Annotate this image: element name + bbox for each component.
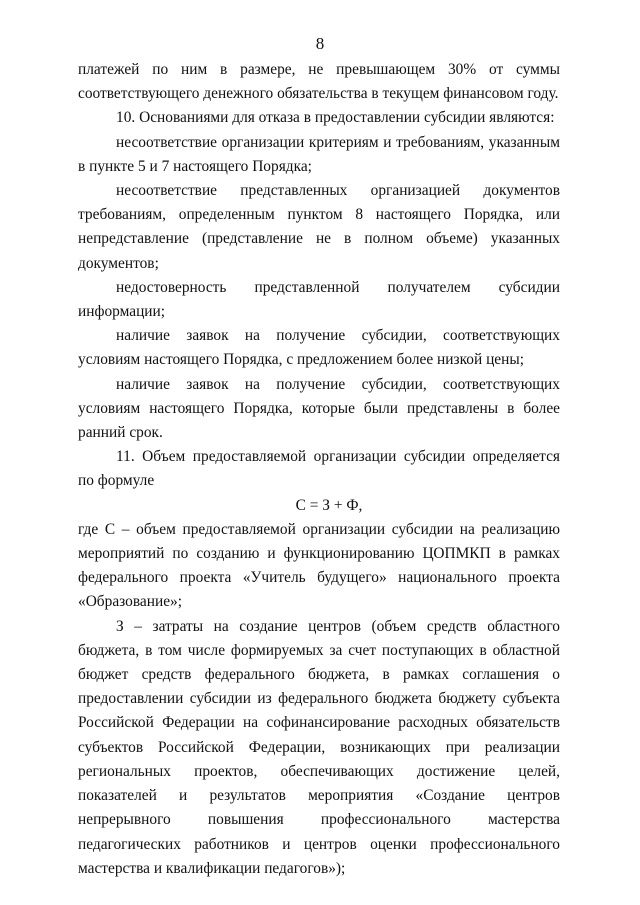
paragraph-earlier-bids: наличие заявок на получение субсидии, соответствующих условиям настоящего Порядка, которые были представлены в более ранний срок. (78, 375, 560, 442)
paragraph-lower-price-bids: наличие заявок на получение субсидии, соответствующих условиям настоящего Порядка, с предложением более низкой цены; (78, 327, 560, 369)
paragraph-info-unreliable: недостоверность представленной получателем субсидии информации; (78, 278, 560, 321)
paragraph-documents-mismatch: несоответствие представленных организацией документов требованиям, определенным пунктом 8 настоящего Порядка, или непредставление (представление не в полном объеме) указанных документов; (78, 182, 560, 272)
paragraph-c-definition: где С – объем предоставляемой организации субсидии на реализацию мероприятий по созданию и функционированию ЦОПМКП в рамках федерального проекта «Учитель будущего» национального проекта «Образование»; (78, 520, 560, 611)
paragraph-criteria-mismatch: несоответствие организации критериям и требованиям, указанным в пункте 5 и 7 настоящего Порядка; (78, 133, 560, 175)
paragraph-z-definition: З – затраты на создание центров (объем средств областного бюджета, в том числе формируемых за счет поступающих в областной бюджет средств федерального бюджета, в рамках соглашения о предоставлении субсидии из федерального бюджета бюджету субъекта Российской Федерации на софинансирование расходных обязательств субъектов Российской Федерации, возникающих при реализации региональных проектов, обеспечивающих достижение целей, показателей и результатов мероприятия «Создание центров непрерывного повышения профессионального мастерства педагогических работников и центров оценки профессионального мастерства и квалификации педагогов»); (78, 617, 560, 877)
paragraph-payments-continuation: платежей по ним в размере, не превышающем 30% от суммы соответствующего денежного обязательства в текущем финансовом году. (78, 61, 560, 103)
page-number: 8 (315, 34, 325, 53)
subsidy-formula: С = З + Ф, (295, 496, 363, 514)
paragraph-refusal-grounds: 10. Основаниями для отказа в предоставлении субсидии являются: (116, 109, 555, 127)
paragraph-subsidy-formula-intro: 11. Объем предоставляемой организации субсидии определяется по формуле (78, 448, 560, 490)
document-body (78, 58, 560, 881)
